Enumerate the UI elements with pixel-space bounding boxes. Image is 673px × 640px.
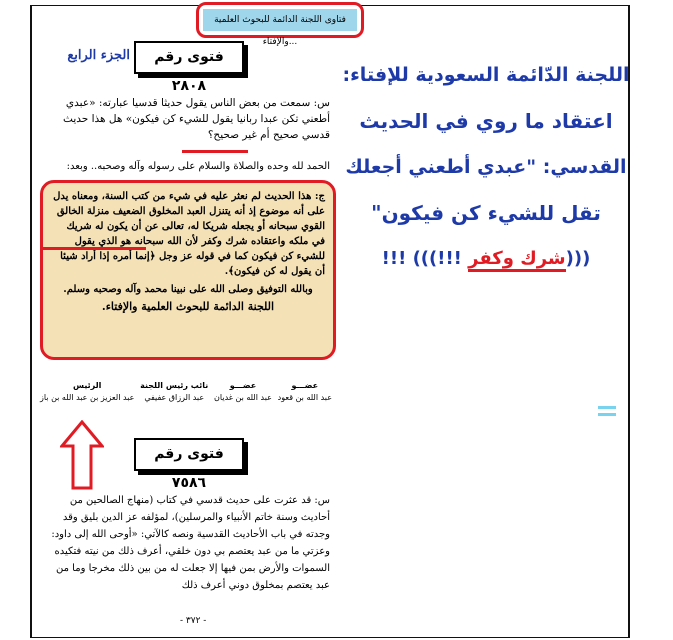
- header-highlight: [196, 2, 364, 47]
- red-up-arrow-icon: [60, 420, 104, 490]
- praise-text: الحمد لله وحده والصلاة والسلام على رسوله وآله وصحبه.. وبعد:: [66, 161, 330, 172]
- member-role: الرئيس: [73, 381, 102, 390]
- red-underline-mark: [40, 247, 146, 250]
- commentary-line-3: القدسي: "عبدي أطعني أجعلك: [345, 156, 627, 178]
- commentary-line-2: اعتقاد ما روي في الحديث: [359, 109, 613, 133]
- commentary-line-1: اللجنة الدّائمة السعودية للإفتاء:: [342, 64, 630, 86]
- equals-mark-icon: [598, 406, 616, 420]
- page-number: - ٣٧٢ -: [180, 616, 207, 626]
- fatwa-number-label-2: فتوى رقم ٧٥٨٦: [134, 438, 244, 471]
- member-1: [278, 380, 332, 404]
- closing-text: وبالله التوفيق وصلى الله على نبينا محمد وآله وصحبه وسلم.: [63, 284, 313, 295]
- header-title: فتاوى اللجنة الدائمة للبحوث العلمية والإفتاء...: [203, 9, 357, 31]
- commentary-suffix: !!!))) !!!: [381, 248, 469, 269]
- member-4: [40, 380, 134, 404]
- answer-highlight-box: [40, 180, 336, 360]
- member-name: عبد العزيز بن عبد الله بن باز: [40, 393, 135, 402]
- member-name: عبد الله بن غديان: [214, 393, 272, 402]
- commentary-line-4: تقل للشيء كن فيكون": [371, 201, 601, 225]
- answer-text: ج: هذا الحديث لم نعثر عليه في شيء من كتب السنة، ومعناه يدل على أنه موضوع إذ أنه يتنزل العبد المخلوق الضعيف منزلة الخالق القوي سبحانه أو يجعله شريكا له، تعالى عن أن يكون له شريك في ملكه واعتقاده شرك وكفر لأن الله سبحانه هو الذي يقول للشيء كن فيكون كما في قوله عز وجل ﴿إنما أمره إذا أراد شيئا أن يقول له كن فيكون﴾.: [53, 191, 325, 277]
- committee-signature: اللجنة الدائمة للبحوث العلمية والإفتاء.: [101, 300, 275, 313]
- committee-members: [40, 380, 332, 404]
- member-2: [214, 380, 272, 404]
- commentary-red-text: شرك وكفر: [468, 248, 565, 272]
- member-name: عبد الله بن قعود: [277, 393, 332, 402]
- commentary-prefix: (((: [565, 248, 591, 269]
- fatwa-number-label: فتوى رقم ٢٨٠٨: [134, 41, 244, 74]
- question-2-text: س: قد عثرت على حديث قدسي في كتاب (منهاج الصالحين من أحاديث وسنة خاتم الأنبياء والمرسلين)، لمؤلفه عز الدين بليق وقد وجدته في باب الأحاديث القدسية ونصه كالآتي: «أوحى الله إلى داود: وعزتي ما من عبد يعتصم بي دون خلقي، أعرف ذلك من نيته فتكيده السموات والأرض بمن فيها إلا جعلت له من بين ذلك مخرجا وما من عبد يعتصم بمخلوق دوني أعرف ذلك: [51, 495, 330, 591]
- member-role: عضـــو: [229, 381, 257, 390]
- commentary-line-5: [338, 244, 634, 274]
- part-label: الجزء الرابع: [67, 48, 130, 63]
- right-commentary: [338, 60, 634, 274]
- member-name: عبد الرزاق عفيفي: [144, 393, 205, 402]
- member-role: نائب رئيس اللجنة: [140, 381, 209, 390]
- question-1-text: س: سمعت من بعض الناس يقول حديثا قدسيا عبارته: «عبدي أطعني تكن عبدا ربانيا يقول للشيء كن فيكون» هل هذا حديث قدسي صحيح أم غير صحيح؟: [63, 97, 330, 141]
- member-3: [140, 380, 208, 404]
- red-underline-mark: [182, 150, 248, 153]
- member-role: عضـــو: [291, 381, 319, 390]
